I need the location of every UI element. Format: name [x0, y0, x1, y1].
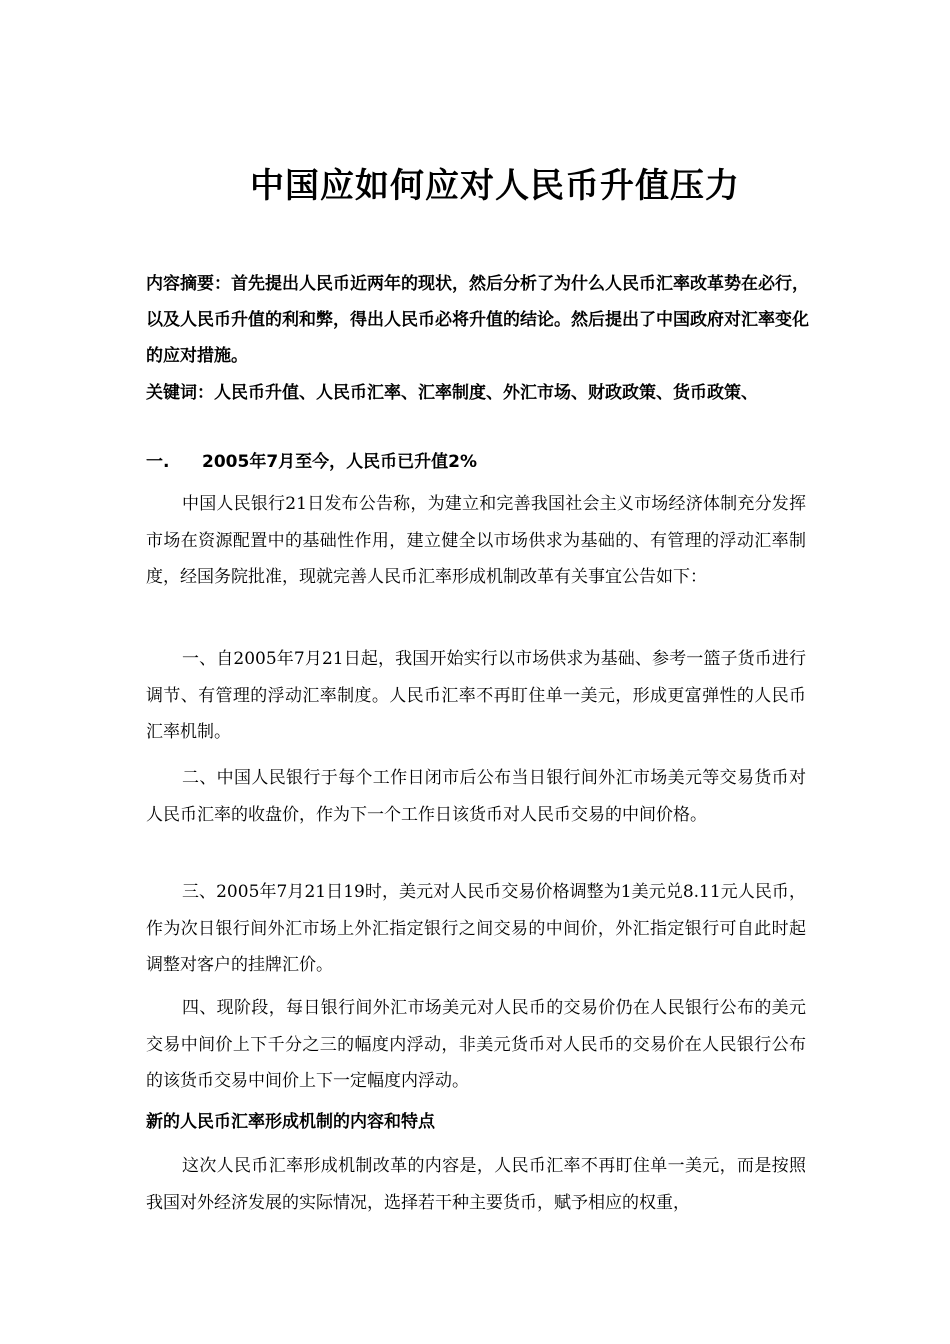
paragraph-announcement: 中国人民银行21日发布公告称，为建立和完善我国社会主义市场经济体制充分发挥市场在资源配置中的基础性作用，建立健全以市场供求为基础的、有管理的浮动汇率制度，经国务院批准，现就完善人民币汇率形成机制改革有关事宜公告如下：	[146, 494, 806, 587]
paragraph-item-1: 一、自2005年7月21日起，我国开始实行以市场供求为基础、参考一篮子货币进行调节、有管理的浮动汇率制度。人民币汇率不再盯住单一美元，形成更富弹性的人民币汇率机制。	[146, 649, 806, 742]
document-title: 中国应如何应对人民币升值压力	[250, 166, 740, 206]
paragraph-mechanism: 这次人民币汇率形成机制改革的内容是，人民币汇率不再盯住单一美元，而是按照我国对外经济发展的实际情况，选择若干种主要货币，赋予相应的权重，	[146, 1156, 806, 1213]
abstract: 内容摘要：首先提出人民币近两年的现状，然后分析了为什么人民币汇率改革势在必行，以及人民币升值的利和弊，得出人民币必将升值的结论。然后提出了中国政府对汇率变化的应对措施。	[146, 274, 809, 366]
section-heading-text: 2005年7月至今，人民币已升值2%	[202, 452, 478, 472]
paragraph-item-4: 四、现阶段，每日银行间外汇市场美元对人民币的交易价仍在人民银行公布的美元交易中间价上下千分之三的幅度内浮动，非美元货币对人民币的交易价在人民银行公布的该货币交易中间价上下一定幅度内浮动。	[146, 998, 806, 1091]
paragraph-item-3: 三、2005年7月21日19时，美元对人民币交易价格调整为1美元兑8.11元人民币，作为次日银行间外汇市场上外汇指定银行之间交易的中间价，外汇指定银行可自此时起调整对客户的挂牌汇价。	[146, 882, 806, 975]
keywords: 关键词：人民币升值、人民币汇率、汇率制度、外汇市场、财政政策、货币政策、	[146, 383, 758, 403]
paragraph-item-2: 二、中国人民银行于每个工作日闭市后公布当日银行间外汇市场美元等交易货币对人民币汇率的收盘价，作为下一个工作日该货币对人民币交易的中间价格。	[146, 768, 806, 825]
subheading: 新的人民币汇率形成机制的内容和特点	[146, 1112, 435, 1132]
section-number: 一.	[146, 452, 170, 472]
section-heading	[146, 448, 477, 476]
